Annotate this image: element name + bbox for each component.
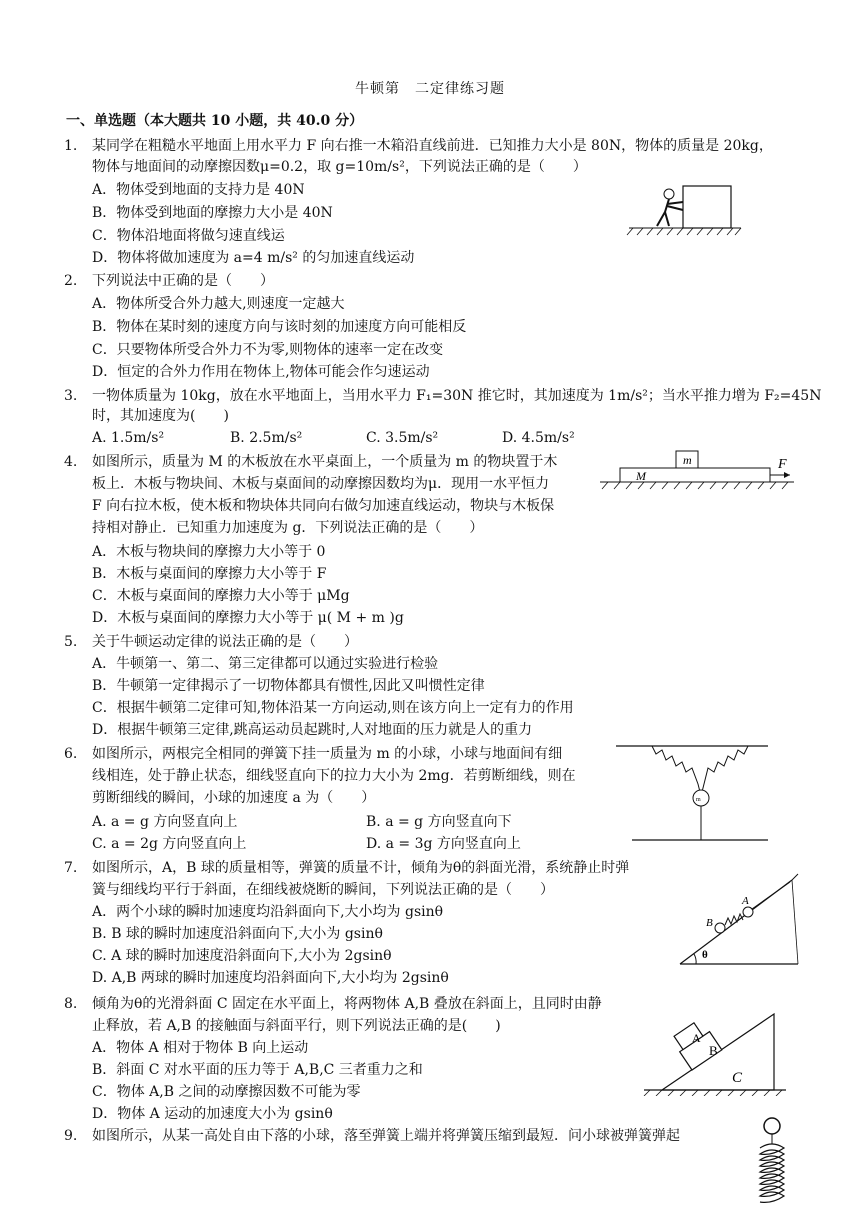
label-m: m — [683, 453, 692, 467]
option: D．根据牛顿第三定律,跳高运动员起跳时,人对地面的压力就是人的重力 — [92, 722, 533, 738]
question-number: 8. — [64, 996, 78, 1012]
option: D．木板与桌面间的摩擦力大小等于 μ( M + m )g — [92, 610, 404, 626]
question-text: 簧与细线均平行于斜面，在细线被烧断的瞬间，下列说法正确的是（ ） — [92, 882, 554, 898]
question-text: 如图所示，A，B 球的质量相等，弹簧的质量不计，倾角为θ的斜面光滑，系统静止时弹 — [92, 860, 630, 876]
label-fig8-B: B — [709, 1043, 718, 1058]
question-number: 3. — [64, 388, 78, 404]
question-text: 时，其加速度为( ) — [92, 408, 229, 424]
option: C. a = 2g 方向竖直向上 — [92, 836, 247, 852]
question-text: 如图所示，质量为 M 的木板放在水平桌面上，一个质量为 m 的物块置于木 — [92, 454, 558, 470]
option: B．木板与桌面间的摩擦力大小等于 F — [92, 566, 327, 582]
option: C．根据牛顿第二定律可知,物体沿某一方向运动,则在该方向上一定有力的作用 — [92, 700, 574, 716]
question-number: 9. — [64, 1128, 78, 1144]
question-text: 某同学在粗糙水平地面上用水平力 F 向右推一木箱沿直线前进．已知推力大小是 80N，物体的质量是 20kg， — [92, 138, 773, 154]
question-number: 7. — [64, 860, 78, 876]
option: B. 2.5m/s² — [230, 430, 303, 446]
page-title: 牛顿第 二定律练习题 — [355, 81, 505, 97]
incline-spring-figure — [676, 866, 806, 970]
board-block-figure — [598, 446, 798, 496]
option: C．木板与桌面间的摩擦力大小等于 μMg — [92, 588, 350, 604]
option: C．物体沿地面将做匀速直线运 — [92, 228, 285, 244]
option: A．物体受到地面的支持力是 40N — [92, 182, 305, 198]
option: A. 1.5m/s² — [92, 430, 165, 446]
option: B．物体在某时刻的速度方向与该时刻的加速度方向可能相反 — [92, 319, 467, 335]
option: A．物体 A 相对于物体 B 向上运动 — [92, 1040, 309, 1056]
option: C．只要物体所受合外力不为零,则物体的速率一定在改变 — [92, 342, 444, 358]
label-theta: θ — [702, 949, 708, 961]
option: D. 4.5m/s² — [502, 430, 575, 446]
option: D. A,B 两球的瞬时加速度均沿斜面向下,大小均为 2gsinθ — [92, 970, 449, 986]
option: A．牛顿第一、第二、第三定律都可以通过实验进行检验 — [92, 656, 439, 672]
option: B．物体受到地面的摩擦力大小是 40N — [92, 205, 333, 221]
option: D. a = 3g 方向竖直向上 — [366, 836, 521, 852]
question-text: 倾角为θ的光滑斜面 C 固定在水平面上，将两物体 A,B 叠放在斜面上，且同时由静 — [92, 996, 602, 1012]
push-box-figure — [625, 180, 745, 240]
question-text: 止释放，若 A,B 的接触面与斜面平行，则下列说法正确的是( ) — [92, 1018, 501, 1034]
question-text: 一物体质量为 10kg，放在水平地面上，当用水平力 F₁=30N 推它时，其加速度为 1m/s²；当水平推力增为 F₂=45N — [92, 388, 822, 404]
option: B．牛顿第一定律揭示了一切物体都具有惯性,因此又叫惯性定律 — [92, 678, 485, 694]
label-fig8-A: A — [692, 1031, 701, 1045]
question-text: 关于牛顿运动定律的说法正确的是（ ） — [92, 634, 358, 650]
option: C. A 球的瞬时加速度沿斜面向下,大小为 2gsinθ — [92, 948, 392, 964]
option: A．物体所受合外力越大,则速度一定越大 — [92, 296, 345, 312]
option: A. a = g 方向竖直向上 — [92, 814, 238, 830]
label-fig8-C: C — [732, 1070, 743, 1086]
question-text: F 向右拉木板，使木板和物块体共同向右做匀加速直线运动，物块与木板保 — [92, 498, 555, 514]
label-B: B — [706, 917, 713, 929]
question-number: 4. — [64, 454, 78, 470]
label-M: M — [636, 469, 646, 483]
falling-ball-spring-figure — [752, 1110, 792, 1216]
question-text: 线相连，处于静止状态，细线竖直向下的拉力大小为 2mg．若剪断细线，则在 — [92, 768, 576, 784]
question-number: 2. — [64, 273, 78, 289]
question-text: 下列说法中正确的是（ ） — [92, 273, 274, 289]
question-text: 如图所示，从某一高处自由下落的小球，落至弹簧上端并将弹簧压缩到最短．问小球被弹簧弹起 — [92, 1128, 680, 1144]
question-number: 5. — [64, 634, 78, 650]
option: B．斜面 C 对水平面的压力等于 A,B,C 三者重力之和 — [92, 1062, 423, 1078]
option: A．两个小球的瞬时加速度均沿斜面向下,大小均为 gsinθ — [92, 904, 444, 920]
question-text: 如图所示，两根完全相同的弹簧下挂一质量为 m 的小球，小球与地面间有细 — [92, 746, 563, 762]
question-text: 物体与地面间的动摩擦因数μ=0.2，取 g=10m/s²，下列说法正确的是（ ） — [92, 159, 587, 175]
option: D．物体 A 运动的加速度大小为 gsinθ — [92, 1106, 333, 1122]
question-text: 板上．木板与物块间、木板与桌面间的动摩擦因数均为μ．现用一水平恒力 — [92, 476, 550, 492]
option: C．物体 A,B 之间的动摩擦因数不可能为零 — [92, 1084, 361, 1100]
option: D．恒定的合外力作用在物体上,物体可能会作匀速运动 — [92, 364, 430, 380]
question-text: 持相对静止．已知重力加速度为 g．下列说法正确的是（ ） — [92, 520, 484, 536]
stacked-blocks-incline-figure — [640, 1008, 790, 1096]
question-number: 1. — [64, 138, 78, 154]
section-heading: 一、单选题（本大题共 10 小题，共 40.0 分） — [66, 113, 364, 129]
label-F: F — [778, 457, 787, 472]
option: B. a = g 方向竖直向下 — [366, 814, 512, 830]
label-A: A — [742, 895, 749, 907]
label-ball-m: m — [696, 797, 701, 803]
option: C. 3.5m/s² — [366, 430, 439, 446]
option: D．物体将做加速度为 a=4 m/s² 的匀加速直线运动 — [92, 250, 415, 266]
option: A．木板与物块间的摩擦力大小等于 0 — [92, 544, 326, 560]
question-number: 6. — [64, 746, 78, 762]
springs-ball-figure — [612, 740, 772, 848]
question-text: 剪断细线的瞬间，小球的加速度 a 为（ ） — [92, 790, 376, 806]
option: B. B 球的瞬时加速度沿斜面向下,大小为 gsinθ — [92, 926, 383, 942]
